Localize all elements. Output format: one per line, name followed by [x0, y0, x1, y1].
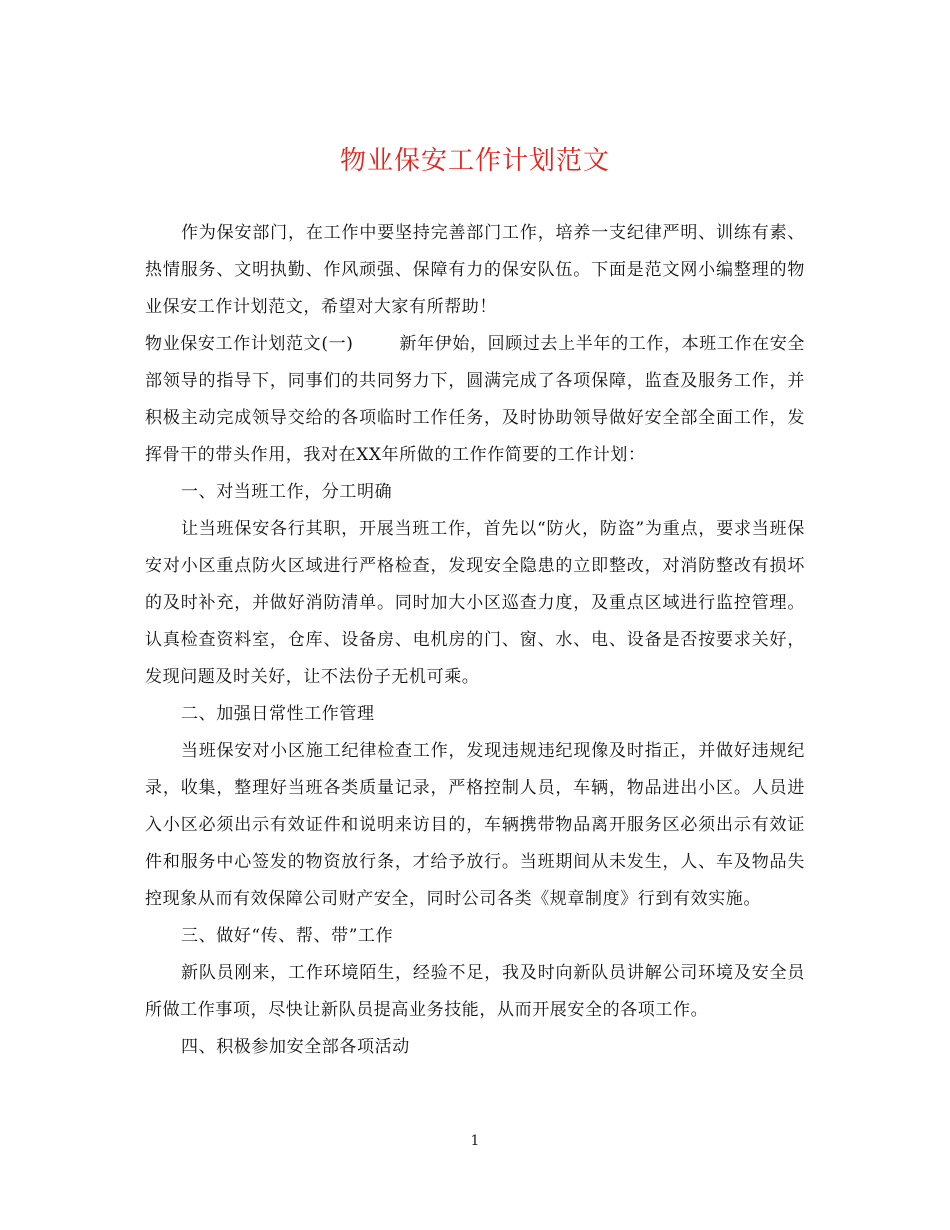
document-title: 物业保安工作计划范文 — [339, 146, 610, 176]
section-intro: 新年伊始，回顾过去上半年的工作，本班工作在安全部领导的指导下，同事们的共同努力下，圆满完成了各项保障，监查及服务工作，并积极主动完成领导交给的各项临时工作任务，及时协助领导做好安全部全面工作，发挥骨干的带头作用，我对在XX年所做的工作作简要的工作计划： — [145, 334, 805, 465]
heading-4: 四、积极参加安全部各项活动 — [181, 1037, 410, 1057]
heading-3: 三、做好“传、帮、带”工作 — [181, 926, 394, 946]
section-label: 物业保安工作计划范文(一) — [145, 334, 354, 354]
intro-paragraph: 作为保安部门，在工作中要坚持完善部门工作，培养一支纪律严明、训练有素、热情服务、文明执勤、作风顽强、保障有力的保安队伍。下面是范文网小编整理的物业保安工作计划范文，希望对大家有所帮助！ — [145, 223, 805, 317]
section-paragraph — [145, 326, 805, 474]
paragraph-2: 当班保安对小区施工纪律检查工作，发现违规违纪现像及时指正，并做好违规纪录，收集，整理好当班各类质量记录，严格控制人员，车辆，物品进出小区。人员进入小区必须出示有效证件和说明来访目的，车辆携带物品离开服务区必须出示有效证件和服务中心签发的物资放行条，才给予放行。当班期间从未发生，人、车及物品失控现象从而有效保障公司财产安全，同时公司各类《规章制度》行到有效实施。 — [145, 741, 805, 909]
document-body — [145, 215, 805, 1066]
paragraph-1: 让当班保安各行其职，开展当班工作，首先以“防火，防盗”为重点，要求当班保安对小区重点防火区域进行严格检查，发现安全隐患的立即整改，对消防整改有损坏的及时补充，并做好消防清单。同时加大小区巡查力度，及重点区域进行监控管理。认真检查资料室，仓库、设备房、电机房的门、窗、水、电、设备是否按要求关好，发现问题及时关好，让不法份子无机可乘。 — [145, 519, 805, 687]
paragraph-3: 新队员刚来，工作环境陌生，经验不足，我及时向新队员讲解公司环境及安全员所做工作事项，尽快让新队员提高业务技能，从而开展安全的各项工作。 — [145, 963, 805, 1020]
page-number: 1 — [470, 1133, 480, 1149]
heading-2: 二、加强日常性工作管理 — [181, 704, 375, 724]
heading-1: 一、对当班工作，分工明确 — [181, 482, 393, 502]
